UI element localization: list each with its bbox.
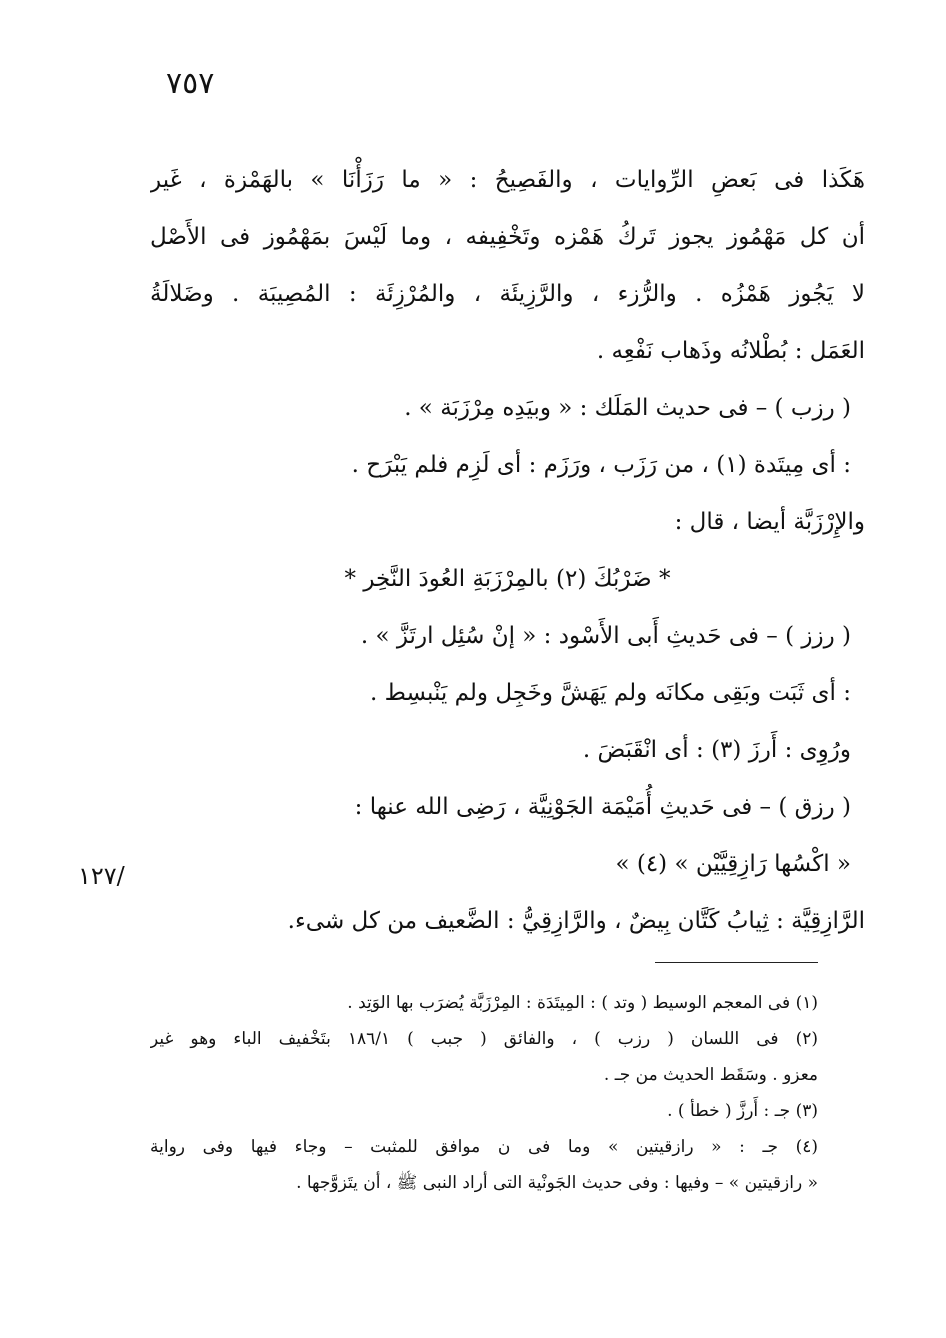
entry-heading-rzb: ( رزب ) – فى حديث المَلَك : « وبيَدِه مِرْزَبَة » . <box>404 395 851 421</box>
footnote-4-cont: « رازقيتين » – وفيها : وفى حديث الجَونْية التى أراد النبى ﷺ ، أن يتَزوَّجها . <box>296 1173 818 1193</box>
side-reference: /١٢٧ <box>78 862 125 890</box>
footnote-2-cont: معزو . وسَقَط الحديث من جـ . <box>603 1065 818 1085</box>
text-line-6: : أى مِيتَدة (١) ، من رَزَب ، ورَزَم : أى لَزِم فلم يَبْرَح . <box>351 452 851 478</box>
text-line-14: الرَّازِقِيَّة : ثِيابُ كَتَّان بِيضٌ ، والرَّازِقِيُّ : الضَّعيف من كل شىء. <box>287 908 865 934</box>
text-line-10: : أى ثَبَت وبَقِى مكانَه ولم يَهَشَّ وخَجِل ولم يَنْبسِط . <box>370 680 851 706</box>
footnote-3: (٣) جـ : أَرزَّ ( خطأ ) . <box>667 1101 818 1121</box>
verse-line: * ضَرْبُكَ (٢) بالمِرْزَبَةِ العُودَ النَّخِر * <box>344 566 671 592</box>
footnote-4: (٤) جـ : « رازقيتين » وما فى ن موافق للمثبت – وجاء فيها وفى رواية <box>150 1137 818 1157</box>
text-line-4: العَمَل : بُطْلانُه وذَهاب نَفْعِه . <box>596 338 865 364</box>
page-number: ٧٥٧ <box>166 66 215 101</box>
footnotes <box>150 985 818 1201</box>
text-line-11: ورُوِى : أَرزَ (٣) : أى انْقَبَضَ . <box>582 737 851 763</box>
footnote-separator <box>655 962 818 963</box>
text-line-7: والإِرْزَبَّة أيضا ، قال : <box>674 509 865 535</box>
main-text <box>150 152 865 950</box>
footnote-2: (٢) فى اللسان ( رزب ) ، والفائق ( جبب ) ١٨٦/١ بتَخْفيف الباء وهو غير <box>150 1029 818 1049</box>
text-line-1: هَكَذا فى بَعضِ الرِّوايات ، والفَصِيحُ : « ما رَزَأْنَا » بالهَمْزة ، غَير <box>150 167 865 193</box>
text-line-13: « اكْسُها رَازِقِيَّيْن » (٤) » <box>615 851 851 877</box>
text-line-3: لا يَجُوز هَمْزُه . والرُّزء ، والرَّزِيئَة ، والمُرْزِئَة : المُصِيبَة . وضَلالَةُ <box>150 281 865 307</box>
text-line-2: أن كل مَهْمُوز يجوز تَركُ هَمْزه وتَخْفِيفه ، وما لَيْسَ بمَهْمُوز فى الأَصْل <box>150 224 865 250</box>
entry-heading-rzz: ( رزز ) – فى حَديثِ أَبى الأَسْود : « إنْ سُئِل ارتَزَّ » . <box>360 623 851 649</box>
footnote-1: (١) فى المعجم الوسيط ( وتد ) : المِيتَدَة : المِرْزَبَّة يُضرَب بها الوَتِد . <box>347 993 818 1013</box>
entry-heading-rzq: ( رزق ) – فى حَديثِ أُمَيْمَة الجَوْنِيَّة ، رَضِى الله عنها : <box>354 794 851 820</box>
